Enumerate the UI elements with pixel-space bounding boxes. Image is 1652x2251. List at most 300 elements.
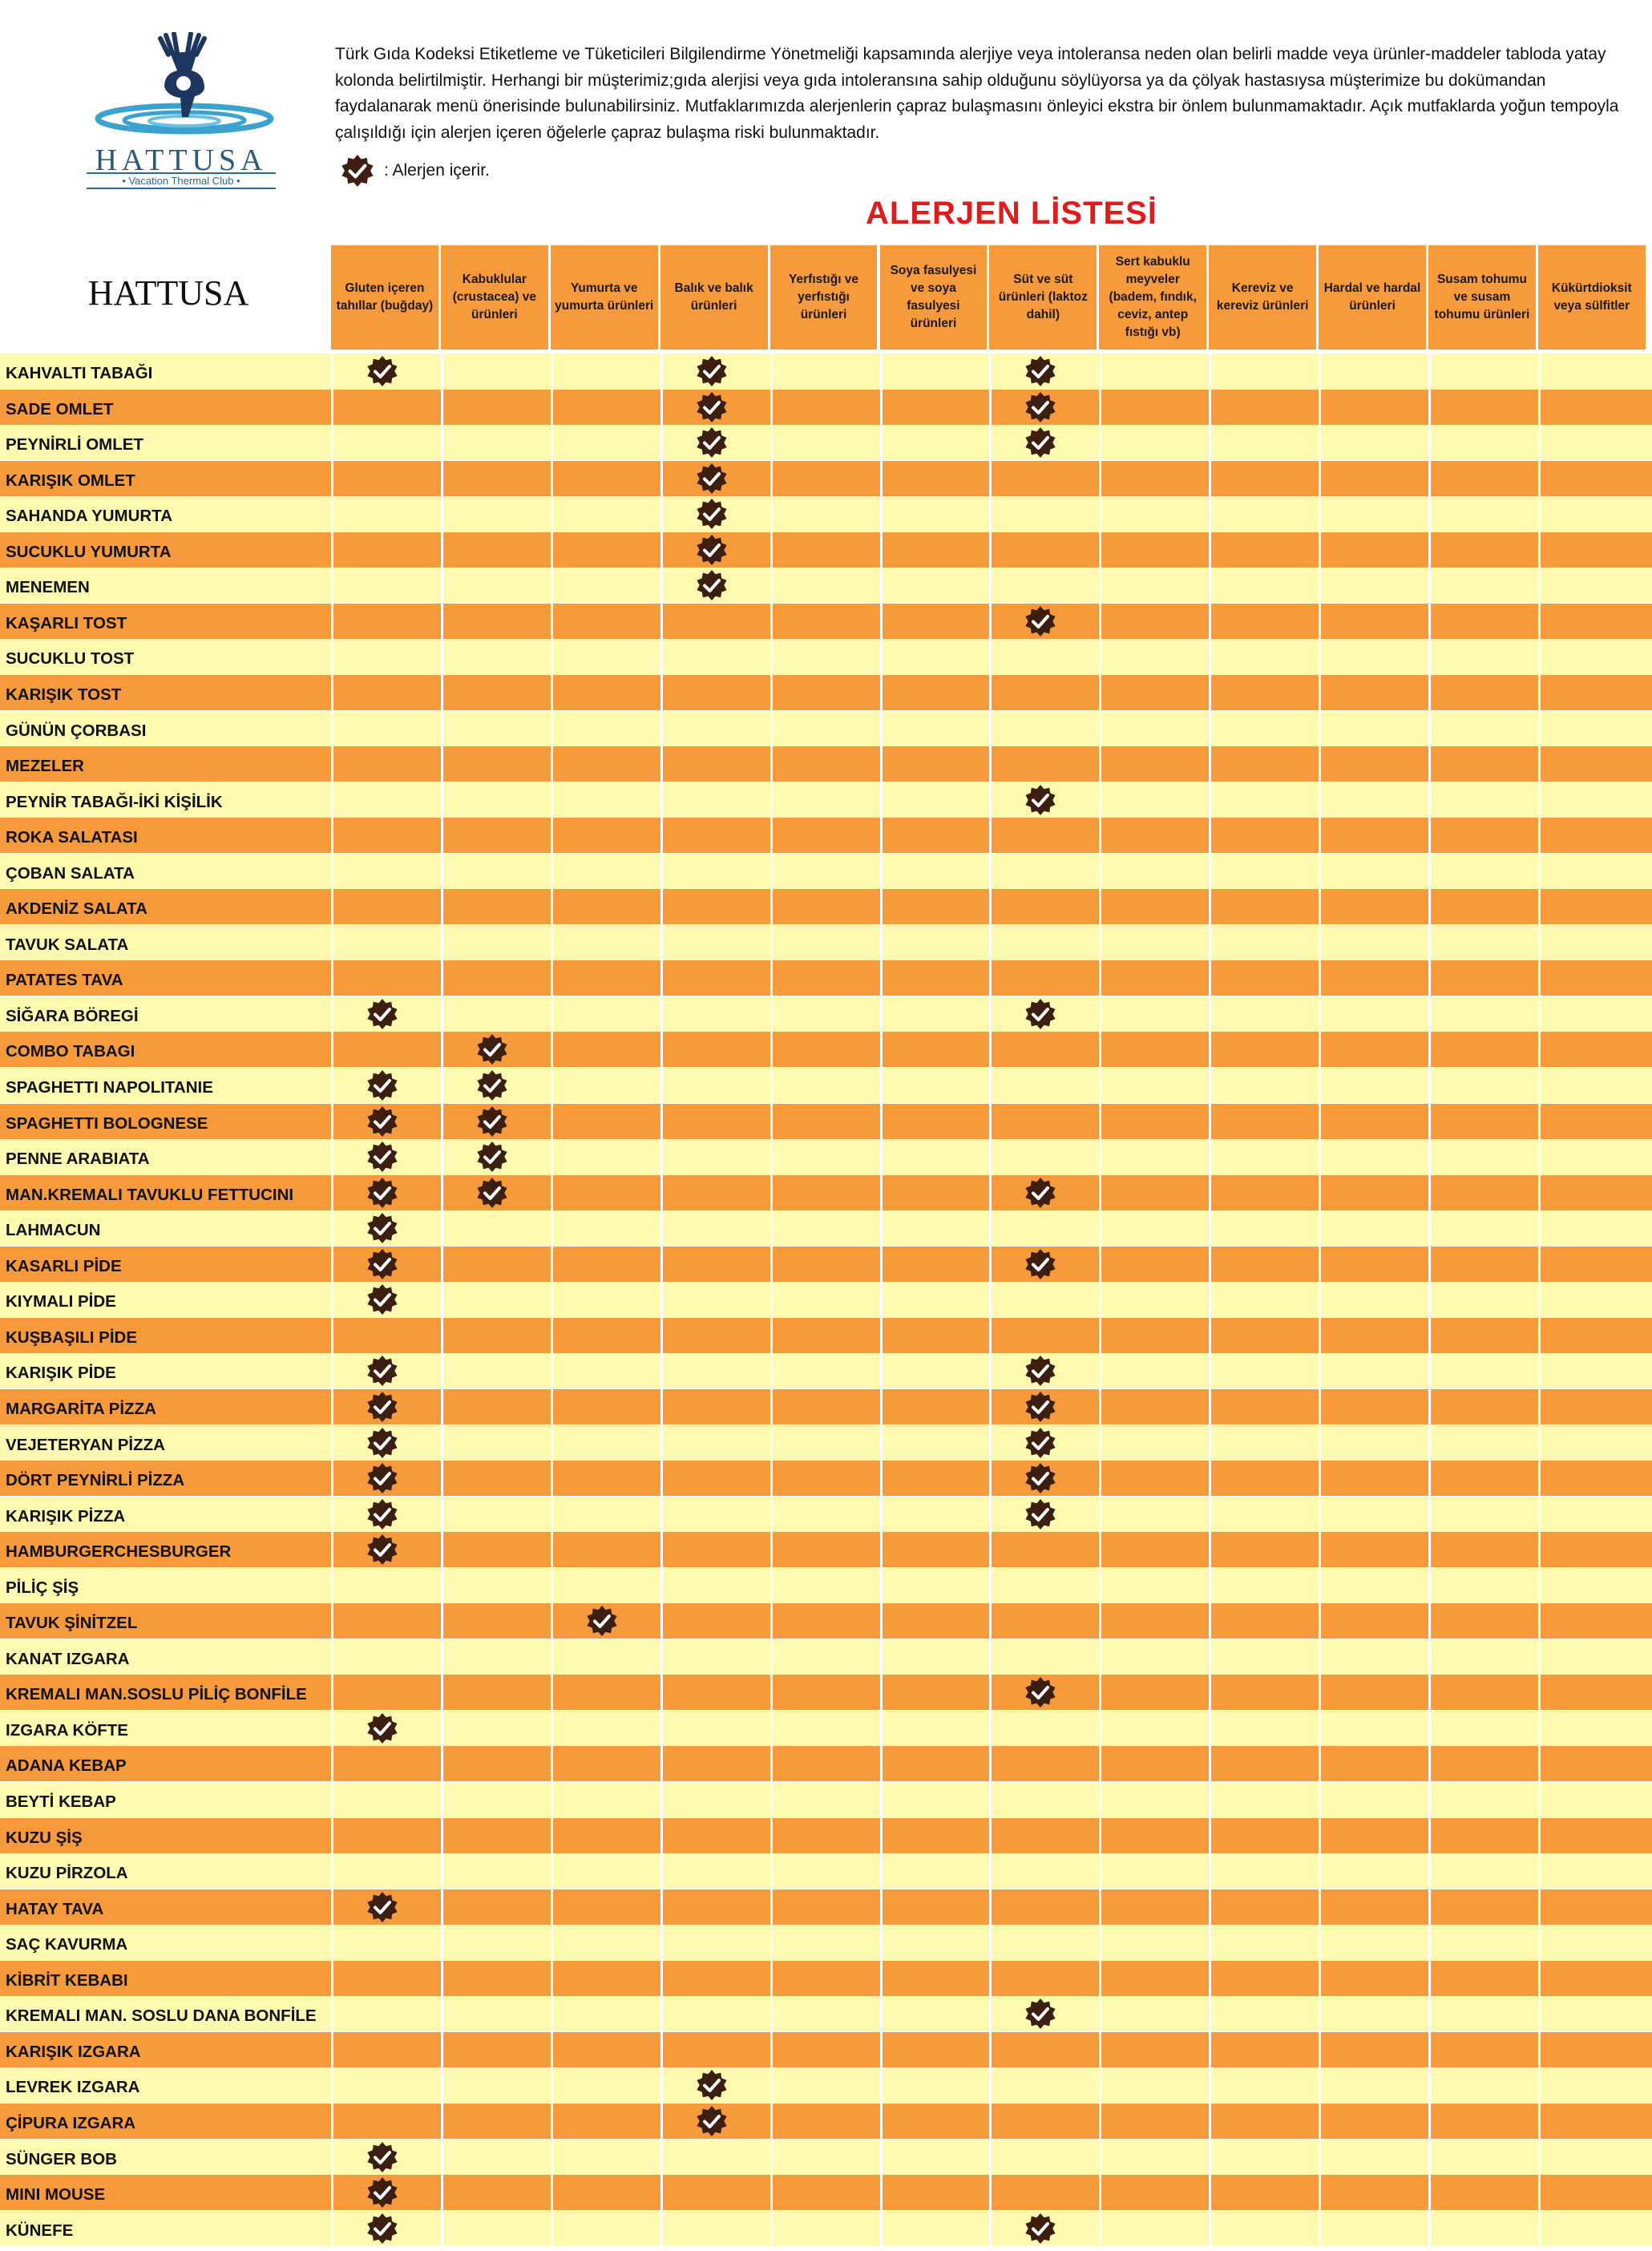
allergen-cell [989, 889, 1099, 924]
allergen-cell [880, 1425, 990, 1461]
allergen-cell [551, 1210, 660, 1246]
dish-name: LAHMACUN [6, 1221, 101, 1240]
allergen-cell [331, 711, 441, 746]
check-badge-icon [1024, 1177, 1056, 1209]
dish-name: PEYNİRLİ OMLET [6, 435, 143, 455]
allergen-cell [1099, 1675, 1209, 1710]
allergen-cell [660, 2032, 770, 2067]
allergen-cell [1428, 1711, 1538, 1746]
allergen-cell [551, 1139, 660, 1174]
allergen-cell [441, 2140, 551, 2175]
allergen-cell [1428, 1497, 1538, 1532]
allergen-cell [989, 925, 1099, 960]
allergen-cell [660, 1961, 770, 1996]
allergen-cell [660, 746, 770, 782]
allergen-cell [660, 2140, 770, 2175]
table-row [0, 1032, 1652, 1067]
allergen-cell [1319, 532, 1428, 568]
allergen-cell [1428, 675, 1538, 710]
allergen-cell [551, 925, 660, 960]
allergen-cell [1209, 2032, 1319, 2067]
allergen-cell [770, 461, 880, 496]
allergen-cell [1209, 1389, 1319, 1425]
allergen-cell [1209, 675, 1319, 710]
allergen-cell [551, 1175, 660, 1210]
allergen-cell [989, 1782, 1099, 1817]
allergen-cell [551, 2032, 660, 2067]
table-row [0, 1675, 1652, 1710]
allergen-cell [1319, 746, 1428, 782]
allergen-cell [441, 854, 551, 889]
allergen-cell [770, 1568, 880, 1603]
dish-name: AKDENİZ SALATA [6, 899, 147, 919]
dish-name: SPAGHETTI BOLOGNESE [6, 1113, 208, 1133]
allergen-cell [1099, 1175, 1209, 1210]
allergen-header: Hardal ve hardal ürünleri [1319, 245, 1428, 350]
allergen-cell [551, 2103, 660, 2139]
allergen-cell [1209, 1925, 1319, 1960]
allergen-cell [1319, 2032, 1428, 2067]
allergen-cell [1099, 1389, 1209, 1425]
allergen-cell [1319, 2103, 1428, 2139]
allergen-cell [1428, 1068, 1538, 1103]
allergen-cell [1209, 854, 1319, 889]
allergen-cell [880, 1925, 990, 1960]
dish-name: SAÇ KAVURMA [6, 1935, 128, 1954]
allergen-cell [1428, 1532, 1538, 1567]
allergen-cell [441, 1639, 551, 1675]
allergen-cell [989, 1568, 1099, 1603]
allergen-cell [441, 390, 551, 425]
check-badge-icon [366, 1355, 398, 1387]
allergen-cell [989, 1889, 1099, 1925]
allergen-cell [1428, 1961, 1538, 1996]
allergen-cell [989, 711, 1099, 746]
check-badge-icon [366, 1462, 398, 1494]
allergen-cell [1428, 2067, 1538, 2103]
allergen-cell [660, 1104, 770, 1139]
check-badge-icon [1024, 1498, 1056, 1530]
allergen-cell [1428, 1603, 1538, 1639]
allergen-cell [880, 2140, 990, 2175]
allergen-cell [331, 1818, 441, 1853]
allergen-cell [1209, 996, 1319, 1032]
allergen-cell [441, 996, 551, 1032]
allergen-cell [660, 711, 770, 746]
allergen-header: Sert kabuklu meyveler (badem, fındık, ceviz, antep fıstığı vb) [1099, 245, 1209, 350]
allergen-cell [1099, 1461, 1209, 1496]
allergen-cell [1538, 1353, 1648, 1388]
allergen-cell [551, 1889, 660, 1925]
allergen-cell [880, 746, 990, 782]
allergen-cell [989, 568, 1099, 603]
allergen-cell [331, 2067, 441, 2103]
allergen-cell [1538, 461, 1648, 496]
dish-name: KREMALI MAN. SOSLU DANA BONFİLE [6, 2007, 317, 2026]
table-row [0, 1925, 1652, 1960]
allergen-cell [551, 2067, 660, 2103]
allergen-cell [1428, 1889, 1538, 1925]
allergen-cell [1428, 1425, 1538, 1461]
allergen-cell [1319, 675, 1428, 710]
allergen-cell [1538, 1746, 1648, 1781]
check-badge-icon [1024, 2213, 1056, 2245]
allergen-cell [1099, 1247, 1209, 1282]
allergen-cell [770, 1461, 880, 1496]
allergen-cell [880, 1639, 990, 1675]
allergen-cell [770, 1746, 880, 1781]
allergen-cell [770, 782, 880, 818]
allergen-cell [331, 1318, 441, 1353]
allergen-cell [880, 496, 990, 531]
dish-name: BEYTİ KEBAP [6, 1792, 116, 1811]
allergen-cell [441, 1532, 551, 1567]
allergen-cell [441, 1461, 551, 1496]
allergen-cell [1099, 2140, 1209, 2175]
allergen-cell [880, 2103, 990, 2139]
allergen-cell [1319, 854, 1428, 889]
allergen-cell [1209, 390, 1319, 425]
allergen-cell [660, 1032, 770, 1067]
allergen-cell [1538, 2211, 1648, 2246]
allergen-cell [1428, 2211, 1538, 2246]
dish-name: KIYMALI PİDE [6, 1292, 116, 1311]
allergen-cell [441, 1889, 551, 1925]
table-row [0, 354, 1652, 389]
allergen-cell [551, 1461, 660, 1496]
check-badge-icon [366, 1391, 398, 1423]
allergen-cell [989, 1532, 1099, 1567]
allergen-cell [989, 532, 1099, 568]
allergen-cell [441, 568, 551, 603]
allergen-header: Kabuklular (crustacea) ve ürünleri [441, 245, 551, 350]
check-badge-icon [366, 1141, 398, 1173]
allergen-cell [770, 1425, 880, 1461]
allergen-cell [1209, 1068, 1319, 1103]
check-badge-icon [366, 1498, 398, 1530]
allergen-cell [660, 2175, 770, 2210]
dish-name: SUCUKLU YUMURTA [6, 542, 172, 561]
allergen-cell [989, 2140, 1099, 2175]
allergen-cell [551, 1318, 660, 1353]
allergen-cell [551, 1996, 660, 2031]
table-row [0, 675, 1652, 710]
allergen-cell [1538, 746, 1648, 782]
allergen-cell [660, 1425, 770, 1461]
allergen-cell [1209, 1461, 1319, 1496]
table-row [0, 925, 1652, 960]
allergen-cell [1538, 1497, 1648, 1532]
table-row [0, 2140, 1652, 2175]
allergen-cell [1099, 604, 1209, 639]
allergen-cell [989, 1853, 1099, 1889]
allergen-cell [1538, 1210, 1648, 1246]
allergen-header: Gluten içeren tahıllar (buğday) [331, 245, 441, 350]
allergen-cell [989, 960, 1099, 996]
allergen-cell [1428, 1389, 1538, 1425]
dish-name: KANAT IZGARA [6, 1649, 130, 1668]
allergen-cell [331, 675, 441, 710]
legend-text: : Alerjen içerir. [384, 160, 490, 180]
allergen-cell [660, 1889, 770, 1925]
allergen-cell [880, 1996, 990, 2031]
dish-name: ROKA SALATASI [6, 828, 138, 847]
allergen-cell [1099, 675, 1209, 710]
allergen-header: Süt ve süt ürünleri (laktoz dahil) [989, 245, 1099, 350]
allergen-cell [770, 675, 880, 710]
dish-name: KUZU PİRZOLA [6, 1864, 128, 1883]
allergen-cell [1209, 711, 1319, 746]
allergen-cell [1538, 1782, 1648, 1817]
table-row [0, 604, 1652, 639]
allergen-cell [770, 1389, 880, 1425]
allergen-cell [551, 568, 660, 603]
check-badge-icon [1024, 1462, 1056, 1494]
allergen-header: Soya fasulyesi ve soya fasulyesi ürünleri [880, 245, 990, 350]
check-badge-icon [1024, 1355, 1056, 1387]
allergen-cell [1538, 1247, 1648, 1282]
allergen-cell [1099, 1568, 1209, 1603]
allergen-cell [770, 1675, 880, 1710]
allergen-cell [1538, 1639, 1648, 1675]
table-row [0, 1853, 1652, 1889]
allergen-cell [1538, 854, 1648, 889]
allergen-cell [770, 960, 880, 996]
allergen-cell [1319, 1889, 1428, 1925]
dish-name: HATAY TAVA [6, 1899, 104, 1918]
allergen-cell [1099, 1139, 1209, 1174]
allergen-cell [1319, 1139, 1428, 1174]
allergen-cell [770, 1318, 880, 1353]
allergen-cell [770, 1210, 880, 1246]
allergen-cell [1538, 604, 1648, 639]
allergen-cell [660, 960, 770, 996]
allergen-cell [1319, 1711, 1428, 1746]
allergen-cell [441, 675, 551, 710]
dish-name: HAMBURGERCHESBURGER [6, 1542, 232, 1562]
allergen-cell [1428, 782, 1538, 818]
allergen-cell [1209, 354, 1319, 389]
allergen-cell [441, 889, 551, 924]
allergen-cell [1209, 782, 1319, 818]
allergen-cell [1319, 996, 1428, 1032]
allergen-cell [551, 1532, 660, 1567]
allergen-cell [1538, 2067, 1648, 2103]
table-row [0, 532, 1652, 568]
allergen-cell [1538, 354, 1648, 389]
allergen-cell [331, 1961, 441, 1996]
allergen-cell [880, 1104, 990, 1139]
allergen-cell [1428, 1032, 1538, 1067]
allergen-cell [880, 1675, 990, 1710]
allergen-cell [441, 461, 551, 496]
allergen-cell [1538, 2032, 1648, 2067]
dish-name: KARIŞIK PİDE [6, 1364, 116, 1383]
allergen-cell [331, 782, 441, 818]
allergen-cell [551, 1353, 660, 1388]
allergen-cell [441, 711, 551, 746]
allergen-cell [441, 746, 551, 782]
allergen-cell [1428, 1746, 1538, 1781]
table-row [0, 461, 1652, 496]
check-badge-icon [366, 2213, 398, 2245]
allergen-cell [660, 1639, 770, 1675]
allergen-cell [1428, 461, 1538, 496]
allergen-cell [551, 461, 660, 496]
dish-name: SPAGHETTI NAPOLITANIE [6, 1078, 213, 1097]
dish-name: SÜNGER BOB [6, 2149, 117, 2168]
allergen-cell [1428, 532, 1538, 568]
allergen-cell [1099, 532, 1209, 568]
allergen-cell [1428, 1925, 1538, 1960]
allergen-cell [880, 2067, 990, 2103]
allergen-cell [660, 782, 770, 818]
allergen-cell [441, 925, 551, 960]
allergen-cell [770, 1282, 880, 1317]
allergen-cell [1538, 1889, 1648, 1925]
allergen-cell [770, 1247, 880, 1282]
allergen-cell [551, 746, 660, 782]
allergen-cell [660, 1247, 770, 1282]
dish-name: ADANA KEBAP [6, 1756, 127, 1776]
check-badge-icon [1024, 1676, 1056, 1708]
check-badge-icon [366, 1177, 398, 1209]
table-row [0, 2032, 1652, 2067]
dish-name: KARIŞIK TOST [6, 685, 122, 704]
allergen-header: Kereviz ve kereviz ürünleri [1209, 245, 1319, 350]
allergen-cell [1099, 782, 1209, 818]
allergen-cell [331, 1782, 441, 1817]
dish-name: MAN.KREMALI TAVUKLU FETTUCINI [6, 1185, 294, 1204]
dish-name: COMBO TABAGI [6, 1042, 135, 1061]
allergen-cell [1538, 1961, 1648, 1996]
allergen-cell [1428, 1139, 1538, 1174]
table-row [0, 1818, 1652, 1853]
allergen-cell [1319, 1068, 1428, 1103]
allergen-cell [1428, 1247, 1538, 1282]
allergen-cell [1209, 1818, 1319, 1853]
check-badge-icon [696, 463, 728, 495]
allergen-cell [551, 1782, 660, 1817]
dish-name: TAVUK SALATA [6, 935, 129, 954]
allergen-cell [331, 1568, 441, 1603]
allergen-cell [880, 2211, 990, 2246]
allergen-cell [551, 1497, 660, 1532]
allergen-cell [1099, 1639, 1209, 1675]
dish-name: VEJETERYAN PİZZA [6, 1435, 165, 1454]
allergen-cell [880, 1961, 990, 1996]
allergen-cell [441, 1282, 551, 1317]
allergen-cell [1538, 639, 1648, 674]
allergen-cell [1538, 1568, 1648, 1603]
allergen-cell [770, 925, 880, 960]
allergen-cell [770, 1818, 880, 1853]
dish-name: MARGARİTA PİZZA [6, 1399, 156, 1418]
allergen-cell [880, 925, 990, 960]
allergen-cell [1099, 1603, 1209, 1639]
allergen-cell [660, 1175, 770, 1210]
allergen-cell [880, 1497, 990, 1532]
check-badge-icon [366, 1891, 398, 1923]
check-badge-icon [341, 154, 374, 188]
check-badge-icon [366, 1069, 398, 1101]
allergen-cell [660, 1782, 770, 1817]
allergen-cell [880, 1210, 990, 1246]
allergen-cell [1099, 2067, 1209, 2103]
allergen-cell [770, 818, 880, 853]
allergen-cell [551, 1746, 660, 1781]
allergen-cell [660, 639, 770, 674]
allergen-cell [1319, 889, 1428, 924]
table-row [0, 1461, 1652, 1496]
allergen-cell [1099, 1318, 1209, 1353]
allergen-cell [1319, 1247, 1428, 1282]
allergen-cell [441, 425, 551, 460]
allergen-cell [1099, 746, 1209, 782]
table-row [0, 746, 1652, 782]
allergen-cell [989, 1961, 1099, 1996]
allergen-cell [1538, 1032, 1648, 1067]
dish-name: PEYNİR TABAĞI-İKİ KİŞİLİK [6, 792, 223, 811]
allergen-cell [1099, 2175, 1209, 2210]
allergen-cell [770, 1889, 880, 1925]
allergen-cell [1099, 1282, 1209, 1317]
allergen-cell [989, 818, 1099, 853]
allergen-cell [880, 1175, 990, 1210]
allergen-cell [1538, 2175, 1648, 2210]
allergen-cell [660, 1318, 770, 1353]
allergen-cell [1428, 1175, 1538, 1210]
allergen-cell [660, 1532, 770, 1567]
allergen-cell [1099, 568, 1209, 603]
allergen-cell [1428, 390, 1538, 425]
dish-name: PATATES TAVA [6, 971, 123, 990]
allergen-header-row [0, 245, 1652, 350]
check-badge-icon [1024, 1998, 1056, 2030]
allergen-cell [331, 1032, 441, 1067]
brand-subtitle: • Vacation Thermal Club • [87, 172, 276, 189]
allergen-cell [441, 1746, 551, 1781]
allergen-cell [1099, 711, 1209, 746]
allergen-cell [1099, 1532, 1209, 1567]
allergen-cell [1209, 1639, 1319, 1675]
allergen-cell [660, 1675, 770, 1710]
allergen-cell [880, 782, 990, 818]
allergen-cell [770, 1603, 880, 1639]
allergen-cell [989, 2067, 1099, 2103]
allergen-cell [1209, 1353, 1319, 1388]
allergen-cell [1209, 1996, 1319, 2031]
allergen-cell [331, 1675, 441, 1710]
allergen-cell [770, 996, 880, 1032]
allergen-cell [770, 390, 880, 425]
allergen-cell [989, 461, 1099, 496]
allergen-cell [551, 1282, 660, 1317]
dish-name: GÜNÜN ÇORBASI [6, 721, 147, 740]
allergen-cell [1428, 496, 1538, 531]
allergen-cell [1099, 496, 1209, 531]
allergen-cell [1428, 1818, 1538, 1853]
allergen-cell [1209, 532, 1319, 568]
table-row [0, 1746, 1652, 1781]
allergen-header: Kükürtdioksit veya sülfitler [1538, 245, 1648, 350]
allergen-cell [660, 2211, 770, 2246]
allergen-cell [660, 1282, 770, 1317]
allergen-cell [1319, 461, 1428, 496]
allergen-cell [1099, 1782, 1209, 1817]
dish-name: PİLİÇ ŞİŞ [6, 1578, 79, 1597]
dish-name: KREMALI MAN.SOSLU PİLİÇ BONFİLE [6, 1685, 307, 1704]
